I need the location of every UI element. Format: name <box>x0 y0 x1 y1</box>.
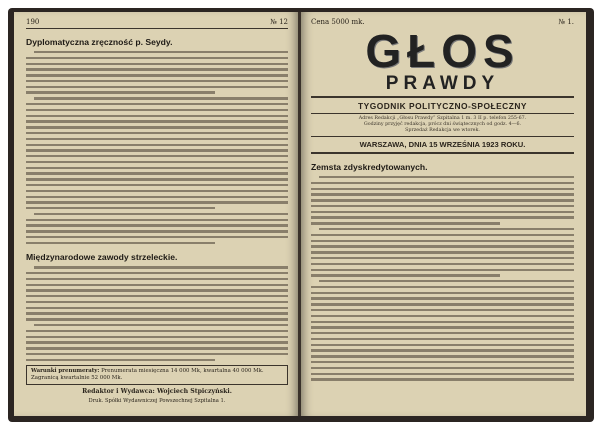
issue-number: № 12 <box>270 18 288 26</box>
left-page <box>14 12 298 416</box>
tagline: TYGODNIK POLITYCZNO-SPOŁECZNY <box>358 101 527 111</box>
article-title-zawody: Międzynarodowe zawody strzeleckie. <box>26 252 178 263</box>
article-body-zemsta <box>311 176 574 381</box>
editor-line: Redaktor i Wydawca: Wojciech Stpiczyński. <box>82 388 232 396</box>
address-line-2: Godziny przyjęć redakcja, prócz dni świątecznych od godz. 4—6. <box>363 122 522 127</box>
header-rule <box>26 28 288 29</box>
printer-line: Druk. Spółki Wydawniczej Powszechnej Szpitalna 1. <box>88 398 226 405</box>
article-body-seydy <box>26 51 288 244</box>
article-title-zemsta: Zemsta zdyskredytowanych. <box>311 162 428 172</box>
subscription-box <box>26 365 288 385</box>
right-page <box>301 12 586 416</box>
left-page-header <box>26 18 288 26</box>
subscription-text: Prenumerata miesięczna 14 000 Mk, kwartalna 40 000 Mk. Zagranicą kwartalnie 52 000 Mk. <box>31 368 264 382</box>
article-title-seydy: Dyplomatyczna zręczność p. Seydy. <box>26 37 173 47</box>
address-line-1: Adres Redakcji „Głosu Prawdy” Szpitalna 1 m. 3 II p. telefon 255-67. <box>358 116 527 121</box>
address-line-3: Sprzedaż Redakcja we wtorek. <box>405 128 480 133</box>
dateline-rule-bottom <box>311 152 574 154</box>
masthead-rule <box>311 96 574 98</box>
tagline-rule <box>311 113 574 114</box>
subscription-label: Warunki prenumeraty: <box>31 368 100 375</box>
dateline: WARSZAWA, DNIA 15 WRZEŚNIA 1923 ROKU. <box>359 140 526 149</box>
price-label: Cena 5000 mk. <box>311 18 365 26</box>
dateline-rule-top <box>311 136 574 137</box>
issue-number-right: № 1. <box>558 18 574 26</box>
page-number: 190 <box>26 18 40 26</box>
masthead-subtitle: PRAWDY <box>385 73 500 94</box>
masthead-title: GŁOS <box>365 25 520 77</box>
article-body-zawody <box>26 266 288 361</box>
